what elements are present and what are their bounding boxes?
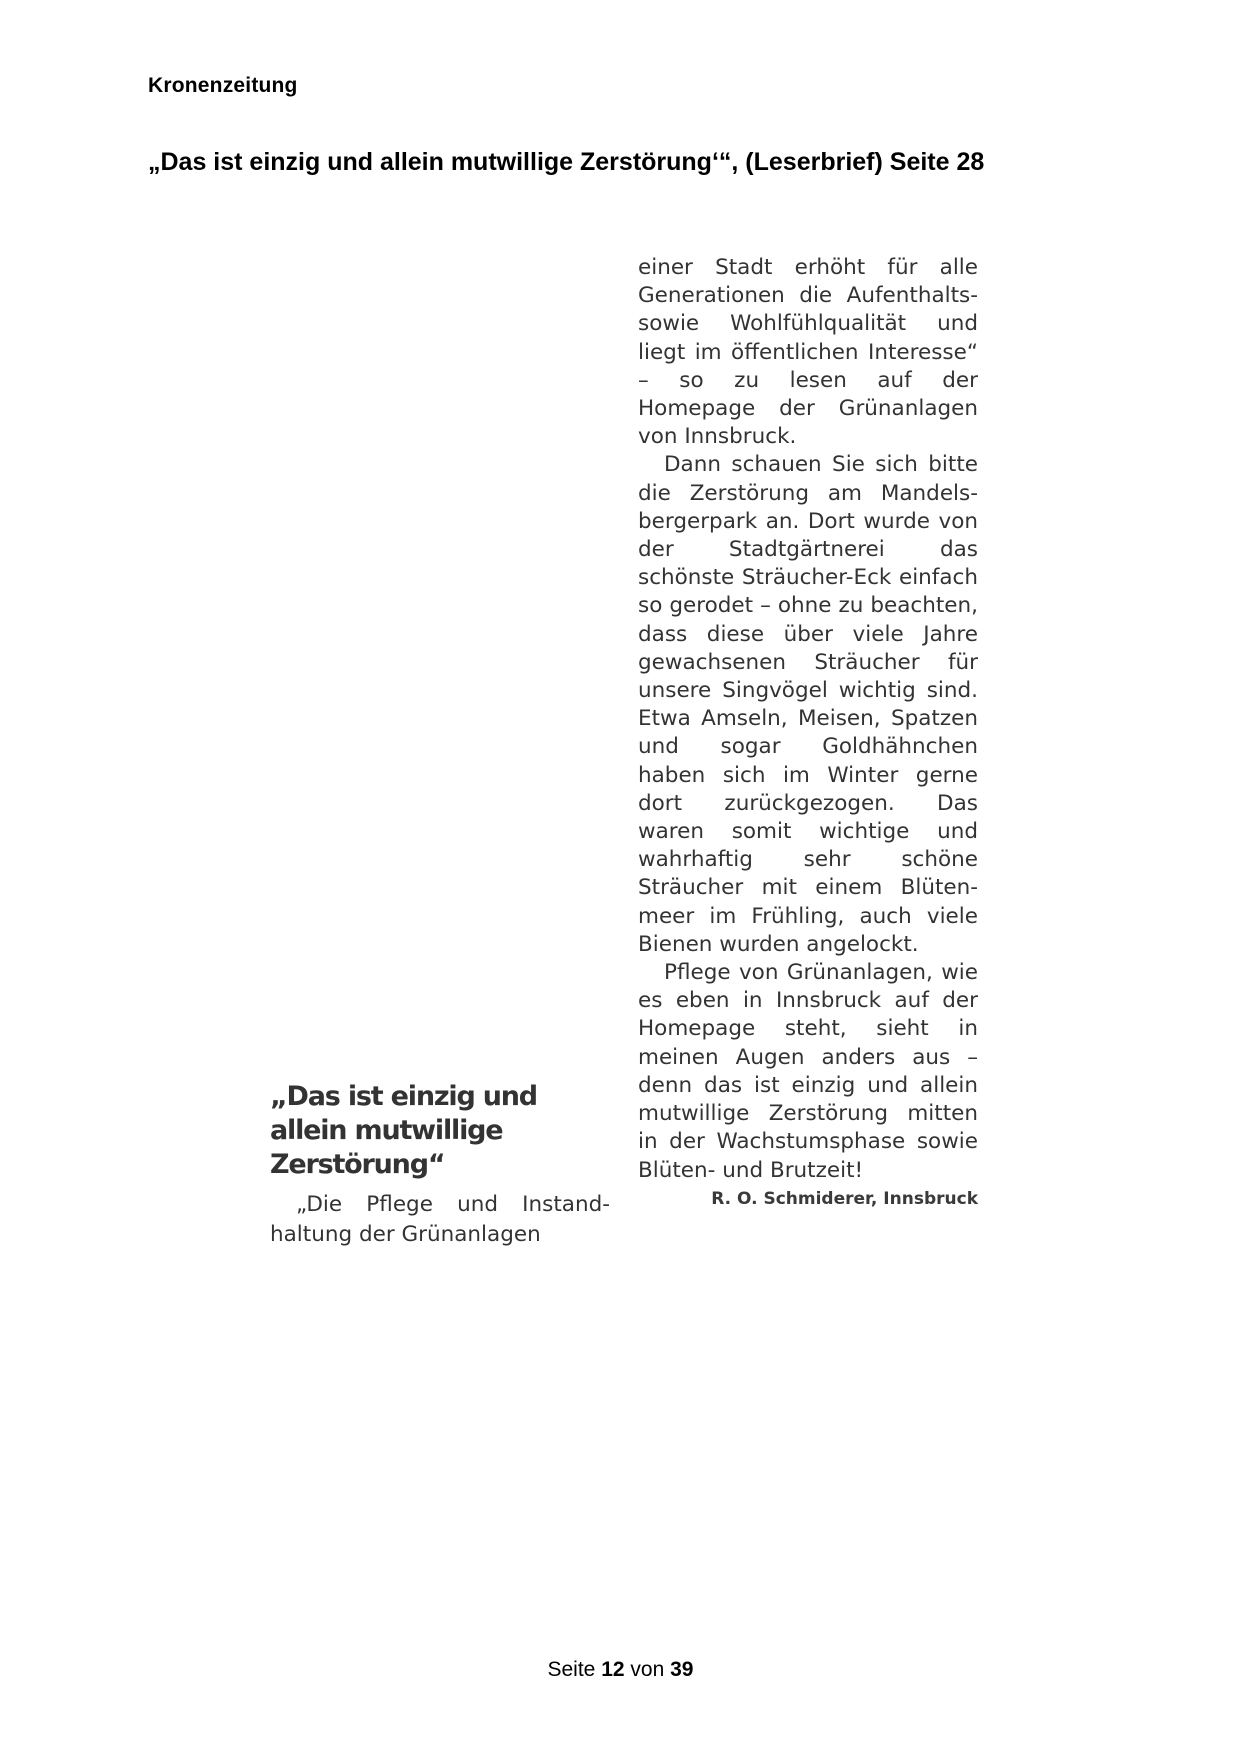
publication-name: Kronenzeitung bbox=[148, 74, 298, 97]
newspaper-clipping bbox=[262, 254, 982, 1247]
article-paragraph-1: einer Stadt erhöht für alle Generationen die Aufenthalts- sowie Wohlfühlqualität und liegt im öffentlichen Interesse“ – so zu lesen auf der Homepage der Grünanlagen von Innsbruck. bbox=[638, 255, 978, 450]
clipping-left-column bbox=[270, 1080, 610, 1250]
footer-prefix: Seite bbox=[547, 1658, 596, 1681]
footer-middle: von bbox=[630, 1658, 665, 1681]
document-title: „Das ist einzig und allein mutwillige Zerstörung‘“, (Leserbrief) Seite 28 bbox=[148, 148, 985, 176]
clipping-right-column bbox=[638, 254, 978, 1209]
article-paragraph-3: Pflege von Grünanlagen, wie es eben in Innsbruck auf der Homepage steht, sieht in meinen Augen anders aus – denn das ist einzig und allein mutwillige Zerstörung mitten in der Wachstumsphase sowie Blüten- und Brutzeit! bbox=[638, 960, 978, 1183]
article-paragraph-2: Dann schauen Sie sich bitte die Zerstörung am Mandelsbergerpark an. Dort wurde von der Stadtgärtnerei das schönste Sträucher-Eck einfach so gerodet – ohne zu beachten, dass diese über viele Jahre gewachsenen Sträucher für unsere Singvögel wichtig sind. Etwa Amseln, Meisen, Spatzen und sogar Goldhähnchen haben sich im Winter gerne dort zurückgezogen. Das waren somit wichtige und wahrhaftig sehr schöne Sträucher mit einem Blütenmeer im Frühling, auch viele Bienen wurden angelockt. bbox=[638, 452, 978, 957]
page-footer bbox=[0, 1658, 1241, 1682]
article-intro: „Die Pflege und Instandhaltung der Grünanlagen bbox=[270, 1192, 610, 1247]
article-author: R. O. Schmiderer, Innsbruck bbox=[711, 1188, 978, 1209]
article-headline: „Das ist einzig und allein mutwillige Zerstörung“ bbox=[270, 1081, 537, 1180]
footer-page-total: 39 bbox=[670, 1658, 694, 1681]
footer-page-number: 12 bbox=[601, 1658, 625, 1681]
